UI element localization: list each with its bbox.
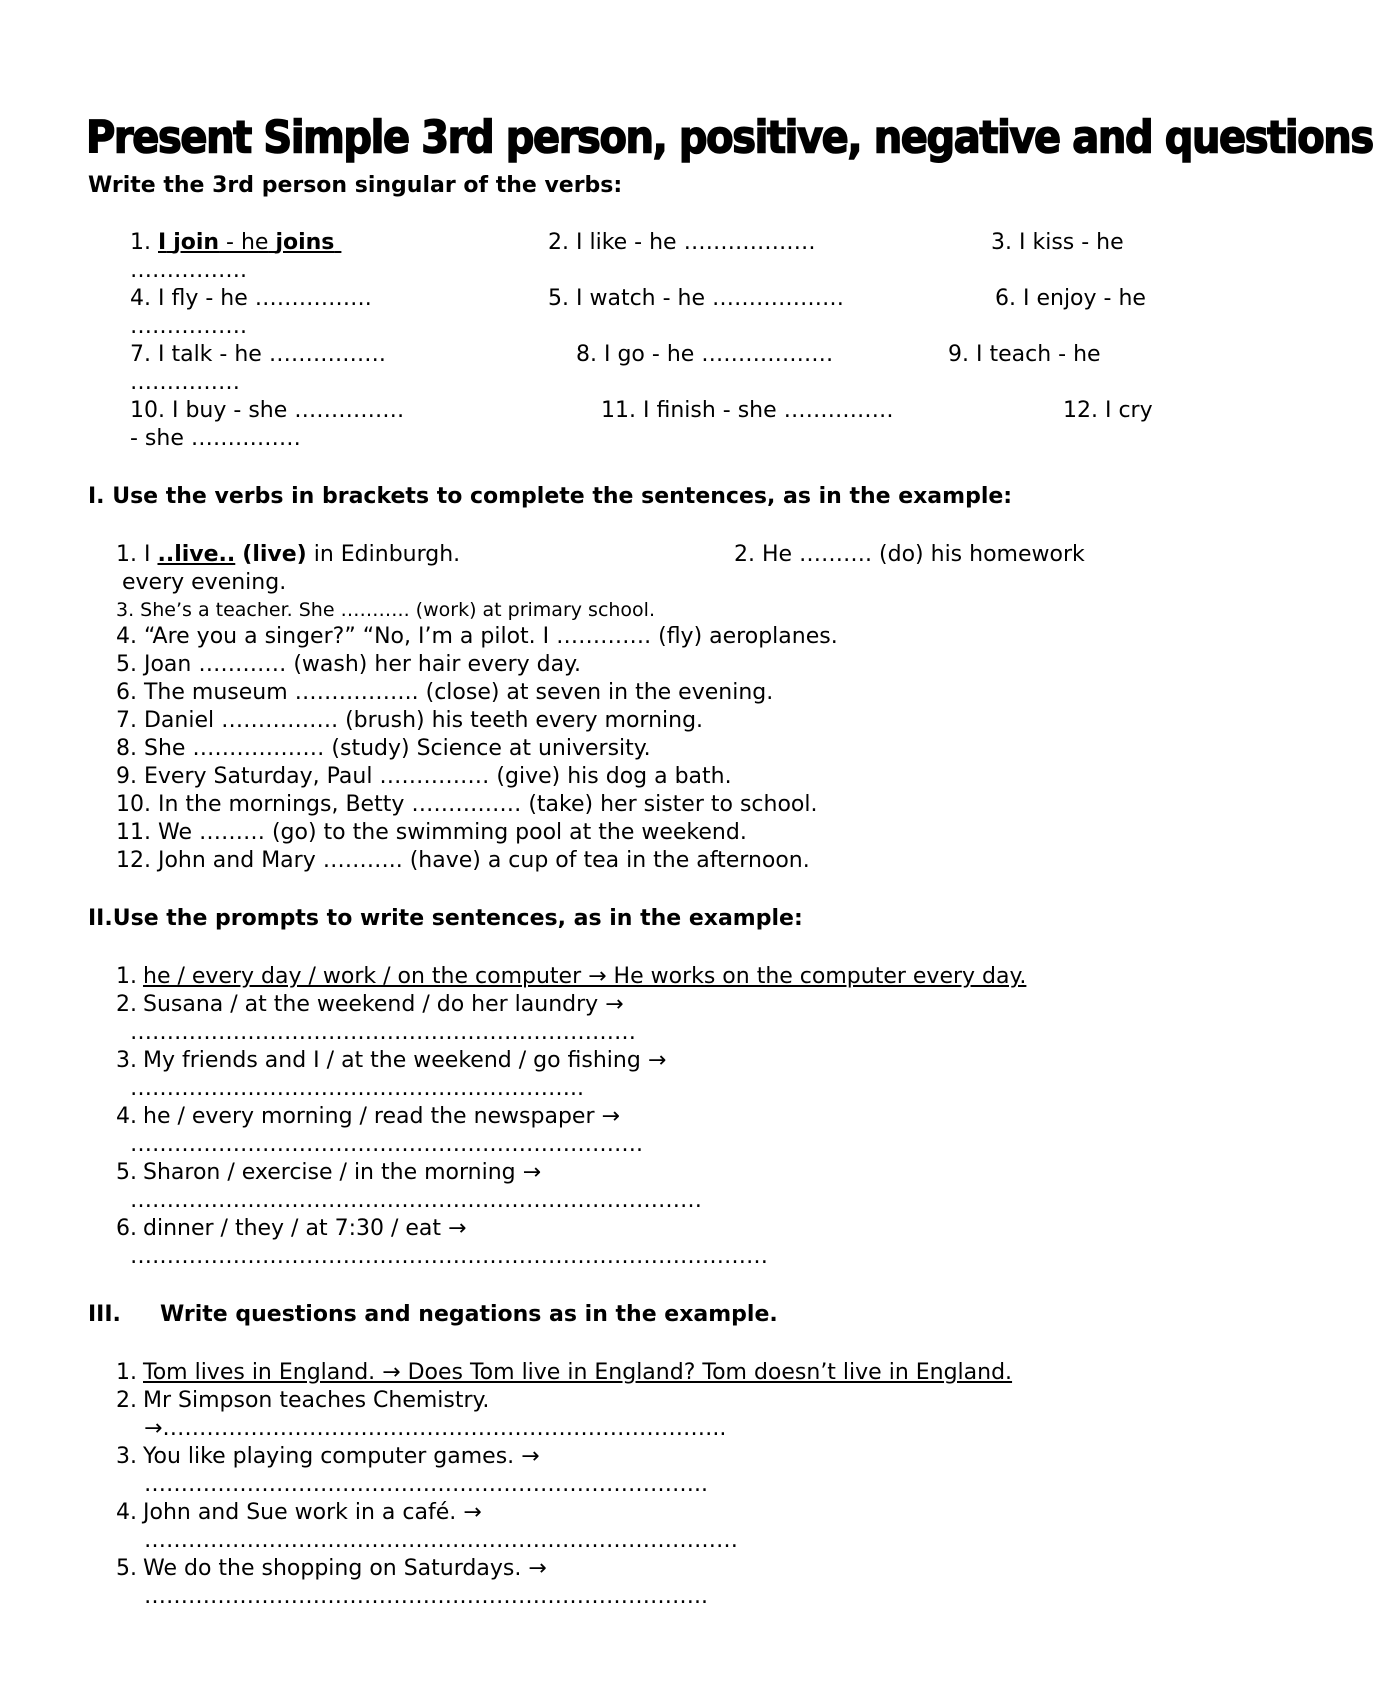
question-item-4-num: 4.: [116, 1500, 137, 1525]
brackets-item-10: 10. In the mornings, Betty …………… (take) her sister to school.: [116, 792, 818, 817]
question-item-3: [116, 1443, 540, 1471]
prompt-item-4-blank: …………………………………………………………….: [130, 1132, 643, 1157]
prompt-item-6-num: 6.: [116, 1216, 137, 1241]
brackets-item-1-rest: in Edinburgh.: [313, 542, 461, 567]
verb-item-6-blank: …………….: [130, 314, 247, 339]
verb-item-12-blank: - she ……………: [130, 426, 301, 451]
brackets-item-1-answer: ..live..: [157, 542, 236, 567]
brackets-item-1-num: 1. I: [116, 542, 151, 567]
verb-item-1-answer: joins: [275, 230, 335, 255]
verb-item-12: 12. I cry: [1063, 398, 1153, 423]
question-item-1-text: Tom lives in England. → Does Tom live in England? Tom doesn’t live in England.: [143, 1360, 1013, 1385]
prompt-item-6-text: dinner / they / at 7:30 / eat →: [143, 1216, 467, 1241]
question-item-2-text: Mr Simpson teaches Chemistry.: [143, 1388, 490, 1413]
question-item-5-blank: …………………………………………………………………..: [144, 1584, 708, 1609]
brackets-item-2-cont: every evening.: [122, 570, 287, 595]
prompt-item-4: [116, 1103, 620, 1131]
brackets-item-12: 12. John and Mary ……….. (have) a cup of tea in the afternoon.: [116, 848, 810, 873]
section2-heading: II.Use the prompts to write sentences, as in the example:: [88, 906, 803, 931]
prompt-item-4-num: 4.: [116, 1104, 137, 1129]
question-item-4: [116, 1499, 482, 1527]
question-item-3-num: 3.: [116, 1444, 137, 1469]
brackets-item-2: 2. He ………. (do) his homework: [734, 542, 1085, 567]
verb-item-3: 3. I kiss - he: [991, 230, 1124, 255]
prompt-item-2: [116, 991, 624, 1019]
verb-item-3-blank: …………….: [130, 258, 247, 283]
question-item-2-blank: →…………………………………………………………………..: [144, 1416, 727, 1441]
brackets-item-5: 5. Joan ………… (wash) her hair every day.: [116, 652, 581, 677]
prompt-item-2-text: Susana / at the weekend / do her laundry →: [143, 992, 624, 1017]
question-item-4-text: John and Sue work in a café. →: [143, 1500, 482, 1525]
brackets-item-9: 9. Every Saturday, Paul …………… (give) his dog a bath.: [116, 764, 732, 789]
question-item-5: [116, 1555, 547, 1583]
verb-item-1: [130, 229, 341, 257]
brackets-item-3: 3. She’s a teacher. She ……….. (work) at primary school.: [116, 599, 656, 621]
prompt-item-5-blank: ……………………………………………………………………: [130, 1188, 702, 1213]
verb-item-5: 5. I watch - he ………………: [548, 286, 845, 311]
prompt-item-2-blank: ……………………………………………………………: [130, 1020, 636, 1045]
prompt-item-5: [116, 1159, 541, 1187]
section1-heading: I. Use the verbs in brackets to complete the sentences, as in the example:: [88, 484, 1013, 509]
question-item-4-blank: ………………………………………………………………………: [144, 1528, 738, 1553]
prompt-item-3-blank: ……………………………………………………..: [130, 1076, 584, 1101]
brackets-item-1-verb: (live): [242, 542, 307, 567]
verb-item-1-sep: - he: [219, 230, 269, 255]
brackets-item-11: 11. We ……… (go) to the swimming pool at the weekend.: [116, 820, 747, 845]
brackets-item-6: 6. The museum …………….. (close) at seven in the evening.: [116, 680, 774, 705]
section0-heading: Write the 3rd person singular of the verbs:: [88, 173, 623, 198]
verb-item-11: 11. I finish - she ……………: [601, 398, 894, 423]
prompt-item-5-num: 5.: [116, 1160, 137, 1185]
verb-item-7: 7. I talk - he …………….: [130, 342, 386, 367]
verb-item-1-subject: I: [158, 230, 167, 255]
section3-heading-num: III.: [88, 1302, 121, 1327]
verb-item-1-num: 1.: [130, 230, 151, 255]
prompt-item-4-text: he / every morning / read the newspaper →: [143, 1104, 620, 1129]
question-item-1-num: 1.: [116, 1360, 137, 1385]
question-item-3-text: You like playing computer games. →: [143, 1444, 540, 1469]
prompt-item-2-num: 2.: [116, 992, 137, 1017]
question-item-3-blank: …………………………………………………………………..: [144, 1472, 708, 1497]
verb-item-4: 4. I fly - he …………….: [130, 286, 372, 311]
verb-item-10: 10. I buy - she ……………: [130, 398, 405, 423]
verb-item-6: 6. I enjoy - he: [995, 286, 1146, 311]
question-item-5-text: We do the shopping on Saturdays. →: [143, 1556, 547, 1581]
question-item-1: [116, 1359, 1012, 1387]
verb-item-8: 8. I go - he ………………: [576, 342, 834, 367]
question-item-2: [116, 1387, 489, 1415]
worksheet-title: Present Simple 3rd person, positive, negative and questions: [86, 112, 1373, 164]
brackets-item-1: [116, 541, 460, 569]
prompt-item-3-text: My friends and I / at the weekend / go fishing →: [143, 1048, 667, 1073]
prompt-item-1-text: he / every day / work / on the computer → He works on the computer every day.: [143, 964, 1027, 989]
prompt-item-1-num: 1.: [116, 964, 137, 989]
prompt-item-1: [116, 963, 1026, 991]
section3-heading: Write questions and negations as in the example.: [160, 1302, 778, 1327]
prompt-item-6: [116, 1215, 466, 1243]
question-item-5-num: 5.: [116, 1556, 137, 1581]
verb-item-9-blank: ……………: [130, 370, 240, 395]
verb-item-1-base: join: [173, 230, 220, 255]
brackets-item-7: 7. Daniel ……………. (brush) his teeth every morning.: [116, 708, 704, 733]
prompt-item-5-text: Sharon / exercise / in the morning →: [143, 1160, 542, 1185]
question-item-2-num: 2.: [116, 1388, 137, 1413]
brackets-item-4: 4. “Are you a singer?” “No, I’m a pilot. I …………. (fly) aeroplanes.: [116, 624, 838, 649]
verb-item-9: 9. I teach - he: [948, 342, 1101, 367]
prompt-item-3: [116, 1047, 666, 1075]
verb-item-2: 2. I like - he ………………: [548, 230, 816, 255]
brackets-item-8: 8. She ……………… (study) Science at university.: [116, 736, 651, 761]
prompt-item-3-num: 3.: [116, 1048, 137, 1073]
prompt-item-6-blank: ……………………………………………………………………………: [130, 1244, 768, 1269]
